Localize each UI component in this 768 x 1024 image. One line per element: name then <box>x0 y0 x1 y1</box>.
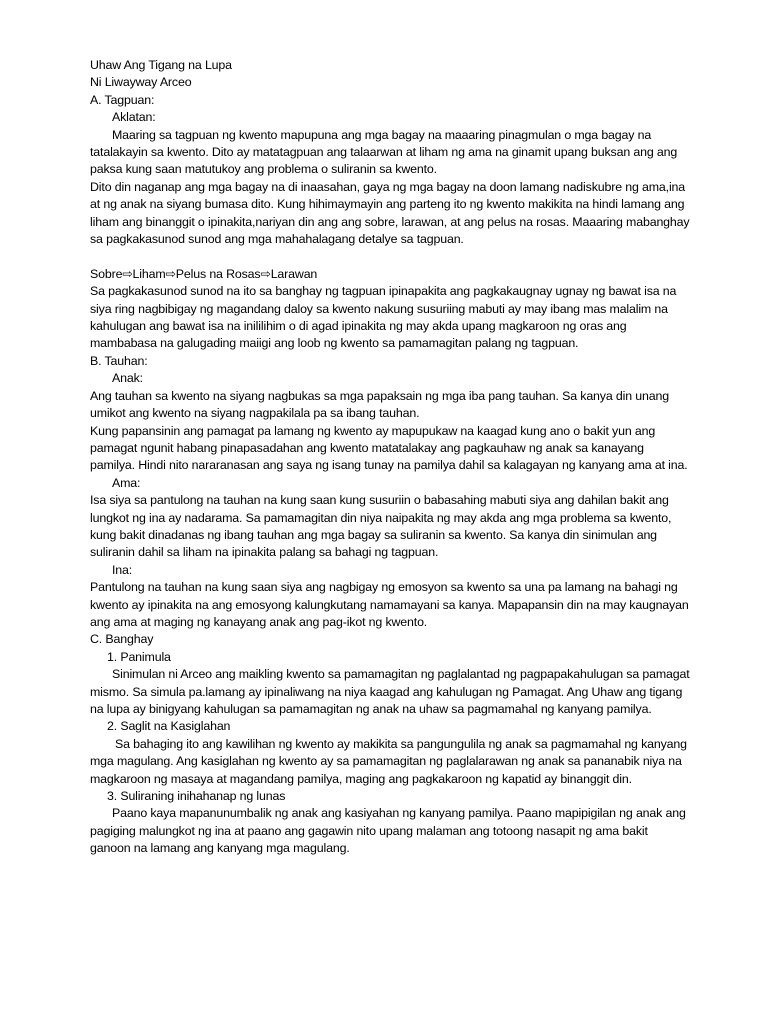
paragraph-tagpuan-1: Maaring sa tagpuan ng kwento mapupuna ang mga bagay na maaaring pinagmulan o mga bagay na tatalakayin sa kwento. Dito ay matatagpuan ang talaarwan at liham ng ama na ginamit upang buksan ang ang paksa kung saan matutukoy ang problema o suliranin sa kwento. <box>90 127 678 177</box>
paragraph-suliranin: Paano kaya mapanunumbalik ng anak ang kasiyahan ng kanyang pamilya. Paano mapipigilan ng anak ang pagiging malungkot ng ina at paano ang gagawin nito upang malaman ang totoong nasapit ng ama bakit ganoon na lamang ang kanyang mga magulang. <box>90 806 686 856</box>
subheading-ama: Ama: <box>112 475 141 490</box>
subheading-ina: Ina: <box>112 562 133 577</box>
paragraph-tagpuan-3: Sa pagkakasunod sunod na ito sa banghay ng tagpuan ipinapakita ang pagkakaugnay ugnay ng bawat isa na siya ring nagbibigay ng magandang daloy sa kwento nakung susuriing mabuti ay may ibang mas malalim na kahulugan ang bawat isa na inililihim o di agad ipinakita ng may akda upang magkaroon ng oras ang mambabasa na galugading maiigi ang loob ng kwento sa pamamagitan palang ng tagpuan. <box>90 284 677 351</box>
blank-line <box>90 248 690 265</box>
document-author: Ni Liwayway Arceo <box>90 75 192 90</box>
subheading-anak: Anak: <box>112 371 143 386</box>
section-a-heading: A. Tagpuan: <box>90 92 155 107</box>
list-item-suliranin: 3. Suliraning inihahanap ng lunas <box>107 789 286 804</box>
document-title: Uhaw Ang Tigang na Lupa <box>90 58 232 72</box>
paragraph-anak-1: Ang tauhan sa kwento na siyang nagbukas sa mga papaksain ng mga iba pang tauhan. Sa kanya din unang umikot ang kwento na siyang nagpakilala pa sa ibang tauhan. <box>90 388 669 421</box>
paragraph-anak-2: Kung papansinin ang pamagat pa lamang ng kwento ay mapupukaw na kaagad kung ano o bakit yun ang pamagat ngunit habang pinapasadahan ang kwento matatalakay ang pagkauhaw ng anak sa kanayang pamilya. Hindi nito nararanasan ang saya ng isang tunay na pamilya dahil sa kalagayan ng kanyang ama at ina. <box>90 423 688 473</box>
document-page <box>90 57 690 858</box>
sequence-line: Sobre⇨Liham⇨Pelus na Rosas⇨Larawan <box>90 266 318 281</box>
paragraph-ina: Pantulong na tauhan na kung saan siya ang nagbigay ng emosyon sa kwento sa una pa lamang na bahagi ng kwento ay ipinakita na ang emosyong kalungkutang namamayani sa kanya. Mapapansin din na may kaugnayan ang ama at maging ng kanayang anak ang pag-ikot ng kwento. <box>90 580 689 629</box>
list-item-saglit-na-kasiglahan: 2. Saglit na Kasiglahan <box>107 719 231 734</box>
subheading-aklatan: Aklatan: <box>112 110 156 125</box>
section-b-heading: B. Tauhan: <box>90 353 148 368</box>
section-c-heading: C. Banghay <box>90 632 154 647</box>
paragraph-saglit-na-kasiglahan: Sa bahaging ito ang kawilihan ng kwento ay makikita sa pangungulila ng anak sa pagmamahal ng kanyang mga magulang. Ang kasiglahan ng kwento ay sa pamamagitan ng paglalarawan ng anak sa pananabik niya na magkaroon ng masaya at magandang pamilya, maging ang pagkakaroon ng kapatid ay binanggit din. <box>90 736 687 786</box>
paragraph-ama: Isa siya sa pantulong na tauhan na kung saan kung susuriin o babasahing mabuti siya ang dahilan bakit ang lungkot ng ina ay nadarama. Sa pamamagitan din niya naipakita ng may akda ang mga problema sa kwento, kung bakit dinadanas ng ibang tauhan ang mga bagay sa suliranin sa kwento. Sa kanya din sinimulan ang suliranin dahil sa liham na ipinakita palang sa bahagi ng tagpuan. <box>90 493 672 560</box>
paragraph-panimula: Sinimulan ni Arceo ang maikling kwento sa pamamagitan ng paglalantad ng pagpapakahulugan sa pamagat mismo. Sa simula pa.lamang ay ipinaliwang na niya kaagad ang kahulugan ng Pamagat. Ang Uhaw ang tigang na lupa ay binigyang kahulugan sa pamamagitan ng anak na uhaw sa pagmamahal ng kanyang pamilya. <box>90 667 690 717</box>
list-item-panimula: 1. Panimula <box>107 649 171 664</box>
paragraph-tagpuan-2: Dito din naganap ang mga bagay na di inaasahan, gaya ng mga bagay na doon lamang nadiskubre ng ama,ina at ng anak na siyang bumasa dito. Kung hihimaymayin ang parteng ito ng kwento makikita na hindi lamang ang liham ang binanggit o ipinakita,nariyan din ang ang sobre, larawan, at ang pelus na rosas. Maaaring mabanghay sa pagkakasunod sunod ang mga mahahalagang detalye sa tagpuan. <box>90 179 690 247</box>
